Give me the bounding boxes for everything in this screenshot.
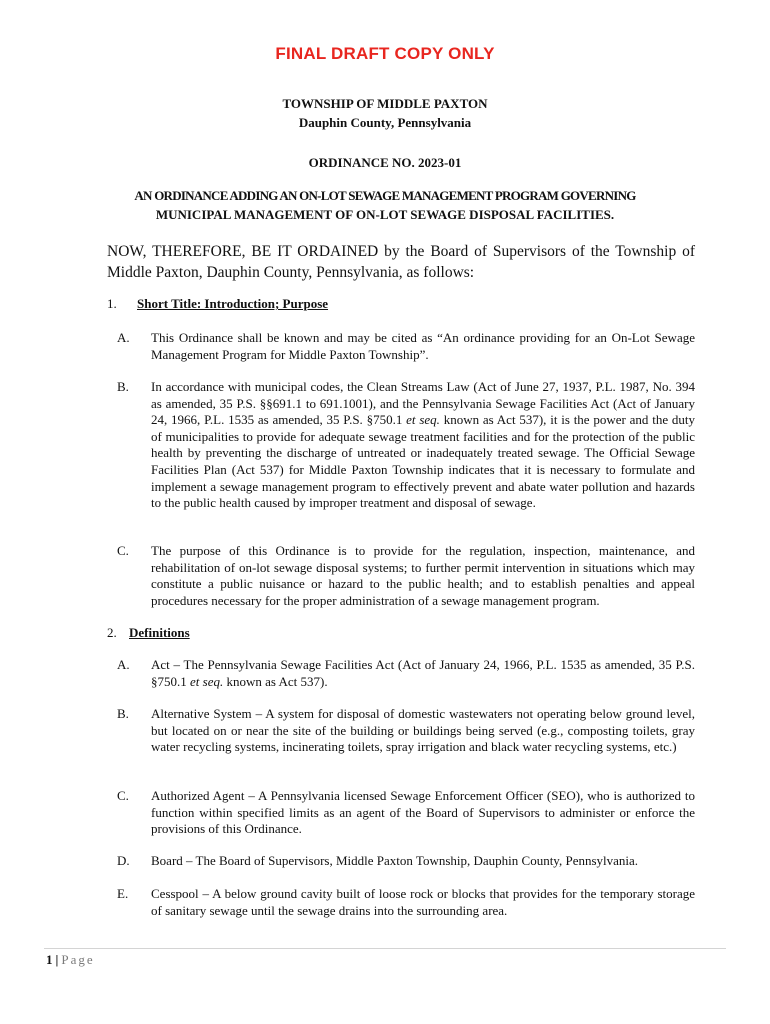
- italic-run: et seq.: [190, 673, 224, 689]
- section-1-number: 1.: [107, 296, 117, 311]
- text-run: Act – The Pennsylvania Sewage Facilities Act (Act of January 24, 1966, P.L. 1535 as amended, 35 P.S. §750.1: [151, 657, 695, 689]
- section-2-title: Definitions: [129, 625, 190, 640]
- italic-run: et seq.: [406, 412, 440, 428]
- section-1-item-b-label: B.: [117, 379, 129, 394]
- text-run: known as Act 537).: [223, 673, 328, 689]
- section-2-item-d-label: D.: [117, 853, 130, 868]
- section-2-item-a-label: A.: [117, 657, 130, 672]
- section-2-item-b-label: B.: [117, 706, 129, 721]
- footer-separator: |: [55, 952, 59, 967]
- text-run: In accordance with municipal codes, the Clean Streams Law (Act of June 27, 1937, P.L. 1987, No. 394 as amended, 35 P.S. §§691.1 to 691.1001), and the Pennsylvania Sewage Facilities Act (Act of January 24, 1966, P.L. 1535 as amended, 35 P.S. §750.1: [151, 379, 695, 428]
- section-2-item-b-text: Alternative System – A system for disposal of domestic wastewaters not operating below ground level, but located on or near the site of the building or buildings being served (e.g., composting toilets, gray water recycling systems, incinerating toilets, spray irrigation and black water recycling systems, etc.): [151, 706, 695, 755]
- section-1-item-b-text: [151, 379, 695, 512]
- section-2-item-e-label: E.: [117, 886, 129, 901]
- page-footer: [46, 952, 95, 968]
- page-label: Page: [61, 952, 95, 967]
- section-1-item-a-text: This Ordinance shall be known and may be cited as “An ordinance providing for an On-Lot Sewage Management Program for Middle Paxton Township”.: [151, 330, 695, 362]
- draft-watermark: FINAL DRAFT COPY ONLY: [275, 44, 495, 63]
- section-2-item-e-text: Cesspool – A below ground cavity built of loose rock or blocks that provides for the temporary storage of sanitary sewage until the sewage drains into the surrounding area.: [151, 886, 695, 918]
- section-1-title: Short Title: Introduction; Purpose: [137, 296, 329, 311]
- intro-paragraph: NOW, THEREFORE, BE IT ORDAINED by the Board of Supervisors of the Township of Middle Paxton, Dauphin County, Pennsylvania, as follows:: [107, 243, 695, 281]
- section-2-item-d-text: Board – The Board of Supervisors, Middle Paxton Township, Dauphin County, Pennsylvania.: [151, 853, 639, 868]
- section-1-item-c-text: The purpose of this Ordinance is to provide for the regulation, inspection, maintenance, and rehabilitation of on-lot sewage disposal systems; to further permit intervention in situations which may constitute a public nuisance or hazard to the public health; and to establish penalties and appeal procedures necessary for the proper administration of a sewage management program.: [151, 543, 695, 608]
- section-2-item-c-text: Authorized Agent – A Pennsylvania licensed Sewage Enforcement Officer (SEO), who is authorized to function within specified limits as an agent of the Board of Supervisors to administer or enforce the provisions of this Ordinance.: [151, 788, 695, 837]
- ordinance-title-line-2: MUNICIPAL MANAGEMENT OF ON-LOT SEWAGE DISPOSAL FACILITIES.: [155, 207, 615, 222]
- county-name: Dauphin County, Pennsylvania: [298, 115, 472, 130]
- section-2-number: 2.: [107, 625, 117, 640]
- section-2-item-a-text: [151, 657, 695, 690]
- section-1-item-c-label: C.: [117, 543, 129, 558]
- footer-divider: [44, 948, 726, 949]
- ordinance-title-line-1: AN ORDINANCE ADDING AN ON-LOT SEWAGE MANAGEMENT PROGRAM GOVERNING: [134, 188, 636, 203]
- section-2-item-c-label: C.: [117, 788, 129, 803]
- township-name: TOWNSHIP OF MIDDLE PAXTON: [282, 96, 488, 111]
- text-run: known as Act 537), it is the power and the duty of municipalities to provide for adequate sewage treatment facilities and for the protection of the public health by preventing the discharge of untreated or inadequately treated sewage. The Official Sewage Facilities Plan (Act 537) for Middle Paxton Township indicates that it is necessary to formulate and implement a sewage management program to effectively prevent and abate water pollution and hazards to the public health caused by improper treatment and disposal of sewage.: [151, 412, 695, 511]
- section-1-item-a-label: A.: [117, 330, 130, 345]
- page-number: 1: [46, 952, 53, 967]
- ordinance-number: ORDINANCE NO. 2023-01: [308, 155, 462, 170]
